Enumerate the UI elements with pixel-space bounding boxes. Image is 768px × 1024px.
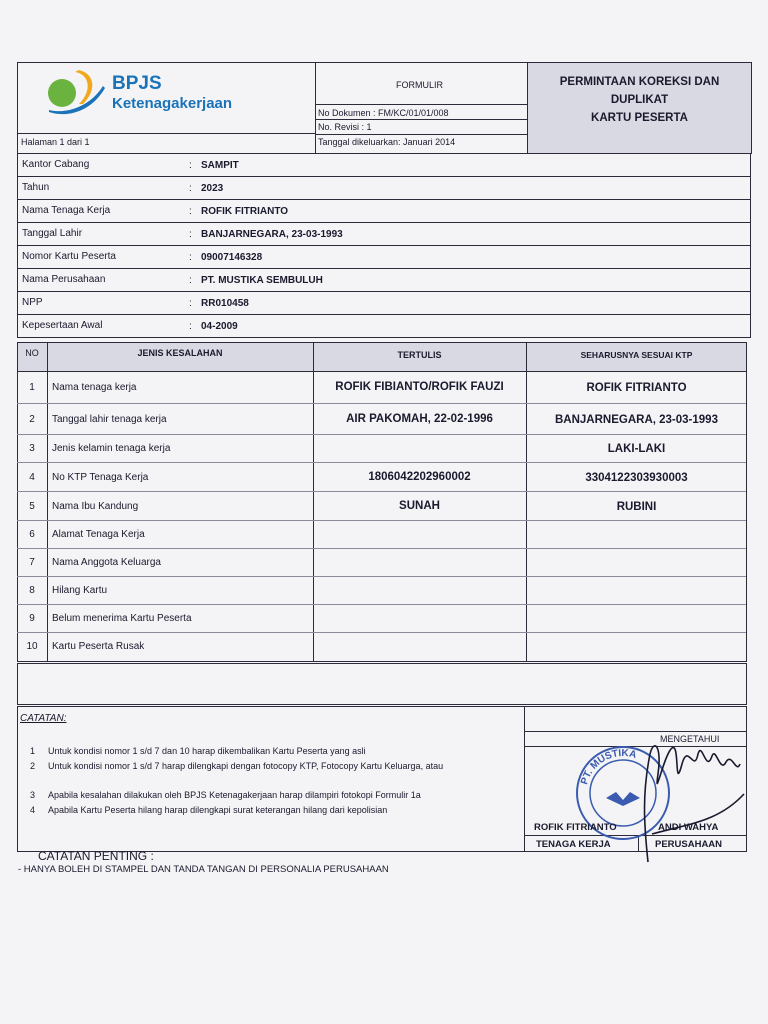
col-header-seharusnya: SEHARUSNYA SESUAI KTP	[580, 350, 693, 360]
form-title-line3: KARTU PESERTA	[591, 112, 688, 124]
row-seharusnya: 3304122303930003	[585, 472, 688, 484]
info-label: Nomor Kartu Peserta	[22, 251, 116, 262]
col-header-tertulis: TERTULIS	[397, 350, 442, 360]
important-note-text: - HANYA BOLEH DI STAMPEL DAN TANDA TANGAN DI PERSONALIA PERUSAHAAN	[18, 864, 389, 875]
revision-number: No. Revisi : 1	[318, 122, 372, 132]
row-number: 8	[29, 585, 35, 596]
doc-number: No Dokumen : FM/KC/01/01/008	[318, 108, 449, 118]
info-separator: :	[189, 321, 192, 332]
info-separator: :	[189, 275, 192, 286]
info-label: Tahun	[22, 182, 50, 193]
form-title-line2: DUPLIKAT	[610, 94, 669, 106]
row-tertulis: SUNAH	[399, 500, 440, 512]
info-row	[17, 246, 751, 269]
row-number: 2	[29, 414, 35, 425]
info-separator: :	[189, 229, 192, 240]
info-row	[17, 200, 751, 223]
info-label: Nama Perusahaan	[22, 274, 106, 285]
table-row	[17, 633, 746, 661]
row-number: 6	[29, 529, 35, 540]
mengetahui-label: MENGETAHUI	[660, 734, 720, 744]
row-jenis: No KTP Tenaga Kerja	[52, 472, 149, 483]
info-row	[17, 315, 751, 338]
signer-right-name: ANDI WAHYA	[658, 822, 719, 833]
info-row	[17, 177, 751, 200]
info-value: 04-2009	[201, 321, 238, 332]
info-row	[17, 154, 751, 177]
table-row	[17, 577, 746, 605]
row-tertulis: ROFIK FIBIANTO/ROFIK FAUZI	[335, 381, 504, 393]
table-row	[17, 372, 746, 404]
row-jenis: Kartu Peserta Rusak	[52, 641, 145, 652]
info-value: RR010458	[201, 298, 249, 309]
row-jenis: Tanggal lahir tenaga kerja	[52, 414, 167, 425]
col-header-no: NO	[25, 348, 39, 358]
info-value: BANJARNEGARA, 23-03-1993	[201, 229, 343, 240]
note-text: Apabila kesalahan dilakukan oleh BPJS Ketenagakerjaan harap dilampiri fotokopi Formulir 1a	[48, 790, 421, 800]
row-number: 9	[29, 613, 35, 624]
table-row	[17, 549, 746, 577]
info-separator: :	[189, 252, 192, 263]
note-number: 3	[30, 790, 36, 800]
row-seharusnya: RUBINI	[616, 501, 657, 513]
table-row	[17, 435, 746, 463]
table-row	[17, 521, 746, 549]
info-separator: :	[189, 298, 192, 309]
signer-left-name: ROFIK FITRIANTO	[534, 822, 617, 833]
info-value: 2023	[201, 183, 224, 194]
info-separator: :	[189, 206, 192, 217]
page-info: Halaman 1 dari 1	[21, 137, 90, 147]
signer-left-role: TENAGA KERJA	[536, 839, 611, 850]
info-value: PT. MUSTIKA SEMBULUH	[201, 275, 323, 286]
important-note-title: CATATAN PENTING :	[38, 849, 154, 863]
info-value: 09007146328	[201, 252, 263, 263]
row-jenis: Nama Ibu Kandung	[52, 501, 139, 512]
info-row	[17, 292, 751, 315]
note-number: 1	[30, 746, 36, 756]
signer-right-role: PERUSAHAAN	[655, 839, 723, 850]
info-label: Tanggal Lahir	[22, 228, 83, 239]
info-label: NPP	[22, 297, 43, 308]
table-row	[17, 463, 746, 492]
note-text: Apabila Kartu Peserta hilang harap dilengkapi surat keterangan hilang dari kepolisian	[48, 805, 388, 815]
info-label: Kantor Cabang	[22, 159, 90, 170]
row-tertulis: 1806042202960002	[368, 471, 471, 483]
info-value: ROFIK FITRIANTO	[201, 206, 289, 217]
bpjs-logo-icon	[45, 68, 107, 118]
issued-date: Tanggal dikeluarkan: Januari 2014	[318, 137, 456, 147]
note-number: 4	[30, 805, 36, 815]
row-jenis: Belum menerima Kartu Peserta	[52, 613, 192, 624]
info-separator: :	[189, 183, 192, 194]
note-number: 2	[30, 761, 36, 771]
row-number: 10	[26, 641, 38, 652]
row-jenis: Nama tenaga kerja	[52, 382, 137, 393]
row-number: 3	[29, 443, 35, 454]
form-label: FORMULIR	[396, 80, 443, 90]
blank-box	[17, 663, 747, 705]
info-row	[17, 223, 751, 246]
note-text: Untuk kondisi nomor 1 s/d 7 harap dilengkapi dengan fotocopy KTP, Fotocopy Kartu Keluarga, atau	[48, 761, 444, 771]
col-header-jenis: JENIS KESALAHAN	[137, 348, 223, 358]
row-jenis: Jenis kelamin tenaga kerja	[52, 443, 171, 454]
row-number: 1	[29, 382, 35, 393]
row-jenis: Nama Anggota Keluarga	[52, 557, 161, 568]
row-tertulis: AIR PAKOMAH, 22-02-1996	[346, 413, 493, 425]
notes-title: CATATAN:	[20, 713, 67, 724]
row-seharusnya: LAKI-LAKI	[607, 443, 666, 455]
info-separator: :	[189, 160, 192, 171]
info-row	[17, 269, 751, 292]
row-jenis: Hilang Kartu	[52, 585, 108, 596]
form-title-line1: PERMINTAAN KOREKSI DAN	[559, 76, 720, 88]
table-row	[17, 404, 746, 435]
info-label: Nama Tenaga Kerja	[22, 205, 111, 216]
logo-main-text: BPJS	[112, 73, 162, 94]
note-text: Untuk kondisi nomor 1 s/d 7 dan 10 harap dikembalikan Kartu Peserta yang asli	[48, 746, 366, 756]
table-row	[17, 492, 746, 521]
row-number: 7	[29, 557, 35, 568]
table-row	[17, 605, 746, 633]
logo-sub-text: Ketenagakerjaan	[112, 95, 233, 112]
row-seharusnya: ROFIK FITRIANTO	[586, 382, 687, 394]
info-value: SAMPIT	[201, 160, 239, 171]
row-number: 4	[29, 472, 35, 483]
info-label: Kepesertaan Awal	[22, 320, 103, 331]
row-jenis: Alamat Tenaga Kerja	[52, 529, 145, 540]
row-number: 5	[29, 501, 35, 512]
row-seharusnya: BANJARNEGARA, 23-03-1993	[555, 414, 718, 426]
svg-text:PT. MUSTIKA: PT. MUSTIKA	[579, 747, 638, 786]
